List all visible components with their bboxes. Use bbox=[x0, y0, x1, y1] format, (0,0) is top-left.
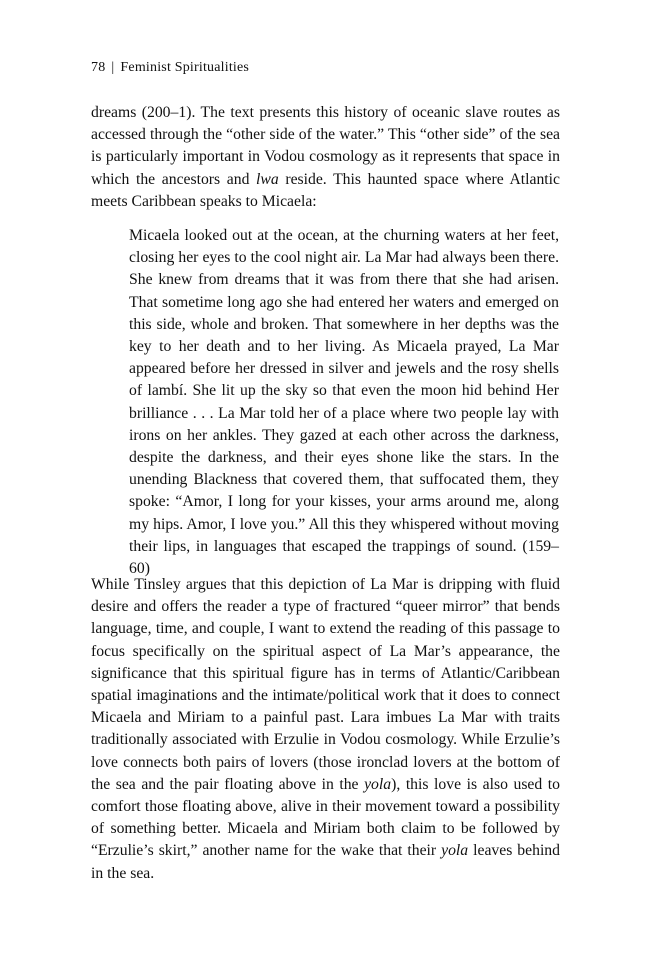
block-quote: Micaela looked out at the ocean, at the churning waters at her feet, closing her eyes to the cool night air. La Mar had always been there. She knew from dreams that it was from there that she had arisen. That sometime long ago she had entered her waters and emerged on this side, whole and broken. That somewhere in her depths was the key to her death and to her living. As Micaela prayed, La Mar appeared before her dressed in silver and jewels and the rosy shells of lambí. She lit up the sky so that even the moon hid behind Her brilliance . . . La Mar told her of a place where two people lay with irons on her ankles. They gazed at each other across the darkness, despite the darkness, and their eyes shone like the stars. In the unending Blackness that covered them, that suffocated them, they spoke: “Amor, I long for your kisses, your arms around me, along my hips. Amor, I love you.” All this they whispered without moving their lips, in languages that escaped the trappings of sound. (159–60) bbox=[129, 227, 559, 578]
running-head bbox=[91, 60, 249, 76]
paragraph-2-italic-yola-1: yola bbox=[364, 775, 392, 793]
paragraph-2-text-b: ), this love is also used to comfort those floating above, alive in their movement toward a possibility of something better. Micaela and Miriam both claim to be followed by “Erzulie’s skirt,” another name for the wake that their bbox=[91, 775, 560, 860]
paragraph-2-text-a: While Tinsley argues that this depiction of La Mar is dripping with fluid desire and offers the reader a type of fractured “queer mirror” that bends language, time, and couple, I want to extend the reading of this passage to focus specifically on the spiritual aspect of La Mar’s appearance, the significance that this spiritual figure has in terms of Atlantic/Caribbean spatial imaginations and the intimate/political work that it does to connect Micaela and Miriam to a painful past. Lara imbues La Mar with traits traditionally associated with Erzulie in Vodou cosmology. While Erzulie’s love connects both pairs of lovers (those ironclad lovers at the bottom of the sea and the pair floating above in the bbox=[91, 576, 560, 793]
paragraph-1-italic-lwa: lwa bbox=[256, 170, 279, 188]
paragraph-2 bbox=[91, 574, 560, 885]
paragraph-1 bbox=[91, 102, 560, 213]
page-number: 78 bbox=[91, 60, 106, 75]
paragraph-2-italic-yola-2: yola bbox=[441, 842, 469, 860]
paragraph-2-text-c: leaves behind in the sea. bbox=[91, 842, 560, 882]
paragraph-1-text-a: dreams (200–1). The text presents this history of oceanic slave routes as accessed through the “other side of the water.” This “other side” of the sea is particularly important in Vodou cosmology as it represents that space in which the ancestors and bbox=[91, 104, 560, 188]
paragraph-1-text-b: reside. This haunted space where Atlantic meets Caribbean speaks to Micaela: bbox=[91, 170, 560, 210]
running-title: Feminist Spiritualities bbox=[120, 60, 250, 75]
header-separator: | bbox=[111, 60, 115, 75]
